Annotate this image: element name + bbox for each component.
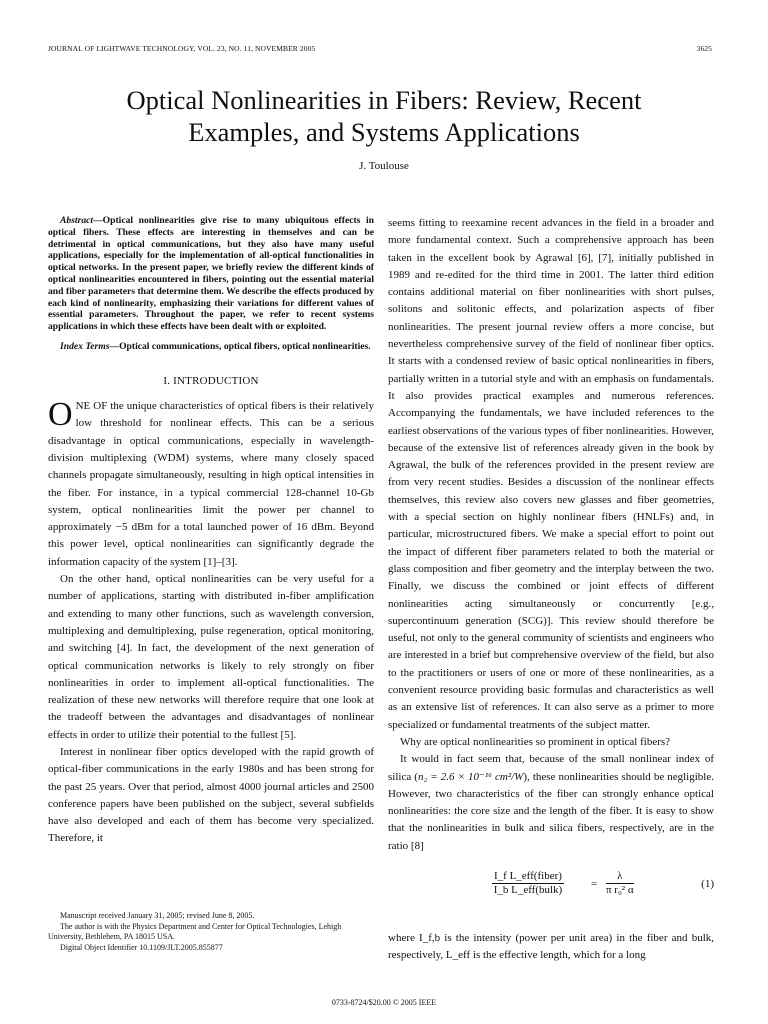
- right-paragraph-3: It would in fact seem that, because of the small nonlinear index of silica (n₂ = 2.6 × 10⁻¹⁶ cm²/W), these nonlinearities should be negligible. However, two characteristics of the fiber can strongly enhance optical nonlinearities: the core size and the length of the fiber. It is easy to show that the nonlinearities in bulk and silica fibers, respectively, are in the ratio [8]: [388, 753, 714, 852]
- footnote-received: Manuscript received January 31, 2005; revised June 8, 2005.: [60, 911, 255, 920]
- equation-1: I_f L_eff(fiber) I_b L_eff(bulk) = $\frac{\lambda}{\text{π r₀² α}}$ (1): [493, 870, 714, 896]
- abstract-text: —Optical nonlinearities give rise to many ubiquitous effects in optical fibers. These effects are interesting in themselves and can be detrimental in optical communications, but they also have many useful applications, especially for the implementation of all-optical functionalities in optical networks. In the present paper, we briefly review the different kinds of optical nonlinearities encountered in fibers, pointing out the essential material and fiber parameters that determine them. We describe the effects produced by each kind of nonlinearity, emphasizing their variations for different values of essential parameters. Throughout the paper, we refer to recent systems applications in which these effects have been dealt with or exploited.: [48, 215, 374, 333]
- running-header: JOURNAL OF LIGHTWAVE TECHNOLOGY, VOL. 23, NO. 11, NOVEMBER 2005: [48, 44, 316, 53]
- author: J. Toulouse: [359, 160, 409, 172]
- drop-cap: O: [48, 396, 73, 434]
- paper-title: [0, 84, 768, 148]
- inline-math: n₂ = 2.6 × 10⁻¹⁶ cm²/W: [417, 770, 524, 783]
- footnote: [48, 911, 374, 953]
- index-terms: [48, 341, 374, 353]
- intro-first-words: NE OF: [75, 400, 108, 413]
- abstract: [48, 215, 374, 333]
- right-paragraph-1: seems fitting to reexamine recent advances in the field in a broader and more fundamental context. Such a comprehensive approach has been taken in the excellent book by Agrawal [6], [7], initially published in 1989 and re-edited for the third time in 2001. The latter third edition contains additional material on fiber nonlinearities with short pulses, solitons and solitonic effects, and polarization aspects of fiber nonlinearities. The present journal review offers a more concise, but nevertheless comprehensive survey of the field of nonlinear fiber optics. It starts with a condensed review of basic optical nonlinearities in fibers, partially written in a tutorial style and with an emphasis on fundamentals. It also provides practical examples and numerous references. Accompanying the fundamentals, we have included references to the earliest observations of the various types of fiber nonlinearities. However, because of the extensive list of references already given in the book by Agrawal, the bulk of the references provided in the present review are from very recent studies. Besides a discussion of the nonlinear effects themselves, this review also covers new glasses and fiber geometries, with a special section on highly nonlinear fibers (HNLFs) and, in particular, microstructured fibers. We make a special effort to point out the impact of different fiber parameters related to both the material or glass composition and fiber geometry and the interplay between the two. Finally, we discuss the combined or joint effects of different nonlinearities acting simultaneously or concurrently [e.g., supercontinuum generation (SCG)]. This review should therefore be useful, not only to the general community of scientists and engineers who are interested in a brief but comprehensive overview of the field, but also to the practitioners or users of one or more of these nonlinearities, as a convenient resource providing basic formulas and characteristics as well as an extensive list of references. It can also serve as a primer to more specialized or fundamental treatments of the subject matter.: [388, 217, 714, 731]
- index-terms-label: Index Terms: [60, 340, 110, 352]
- intro-paragraph-2: On the other hand, optical nonlinearities can be very useful for a number of applications, starting with distributed in-fiber amplification and extending to many other functions, such as wavelength conversion, multiplexing and demultiplexing, pulse regeneration, optical monitoring, and switching [4]. In fact, the development of the next generation of optical communication networks is likely to rely strongly on fiber nonlinearities in order to implement all-optical functionalities. The realization of these new networks will therefore require that one look at the tradeoff between the advantages and disadvantages of nonlinear effects in order to utilize their potential to the fullest [5].: [48, 573, 374, 741]
- abstract-label: Abstract: [60, 215, 94, 226]
- title-line-1: Optical Nonlinearities in Fibers: Review, Recent: [126, 85, 642, 115]
- section-heading: I. INTRODUCTION: [163, 374, 259, 387]
- copyright-line: 0733-8724/$20.00 © 2005 IEEE: [331, 998, 437, 1007]
- index-terms-text: —Optical communications, optical fibers, optical nonlinearities.: [109, 340, 371, 352]
- left-column: [48, 215, 374, 848]
- title-line-2: Examples, and Systems Applications: [188, 117, 580, 147]
- footnote-doi: Digital Object Identifier 10.1109/JLT.2005.855877: [60, 942, 223, 952]
- intro-paragraph-1: ONE OF the unique characteristics of optical fibers is their relatively low threshold for nonlinear effects. This can be a serious disadvantage in optical communications, especially in wavelength-division multiplexing (WDM) systems, where many closely spaced channels propagate simultaneously, resulting in high optical intensities in the fiber. For instance, in a typical commercial 128-channel 10-Gb system, optical nonlinearities limit the power per channel to approximately −5 dBm for a total launched power of 16 dBm. Beyond this power level, optical nonlinearities can significantly degrade the information capacity of the system [1]–[3].: [48, 396, 374, 568]
- equation-rhs: $\frac{\lambda}{\text{π r₀² α}}$: [606, 870, 634, 896]
- right-column: [388, 215, 714, 855]
- equation-number: (1): [701, 878, 714, 890]
- right-paragraph-2: Why are optical nonlinearities so prominent in optical fibers?: [400, 735, 671, 748]
- footnote-affiliation: The author is with the Physics Department and Center for Optical Technologies, Lehigh University, Bethlehem, PA 18015 USA.: [48, 921, 342, 941]
- intro-paragraph-3: Interest in nonlinear fiber optics developed with the rapid growth of optical-fiber communications in the early 1980s and has been strong for the past 25 years. Over that period, almost 4000 journal articles and 2500 conference papers have been published on the subject, several subfields have also developed and each of them has become very specialized. Therefore, it: [48, 746, 374, 845]
- page-number: 3625: [696, 44, 712, 53]
- equation-lhs: I_f L_eff(fiber) I_b L_eff(bulk): [493, 870, 563, 896]
- right-bottom-text: where I_f,b is the intensity (power per unit area) in the fiber and bulk, respectively, L_eff is the effective length, which for a long: [388, 932, 714, 962]
